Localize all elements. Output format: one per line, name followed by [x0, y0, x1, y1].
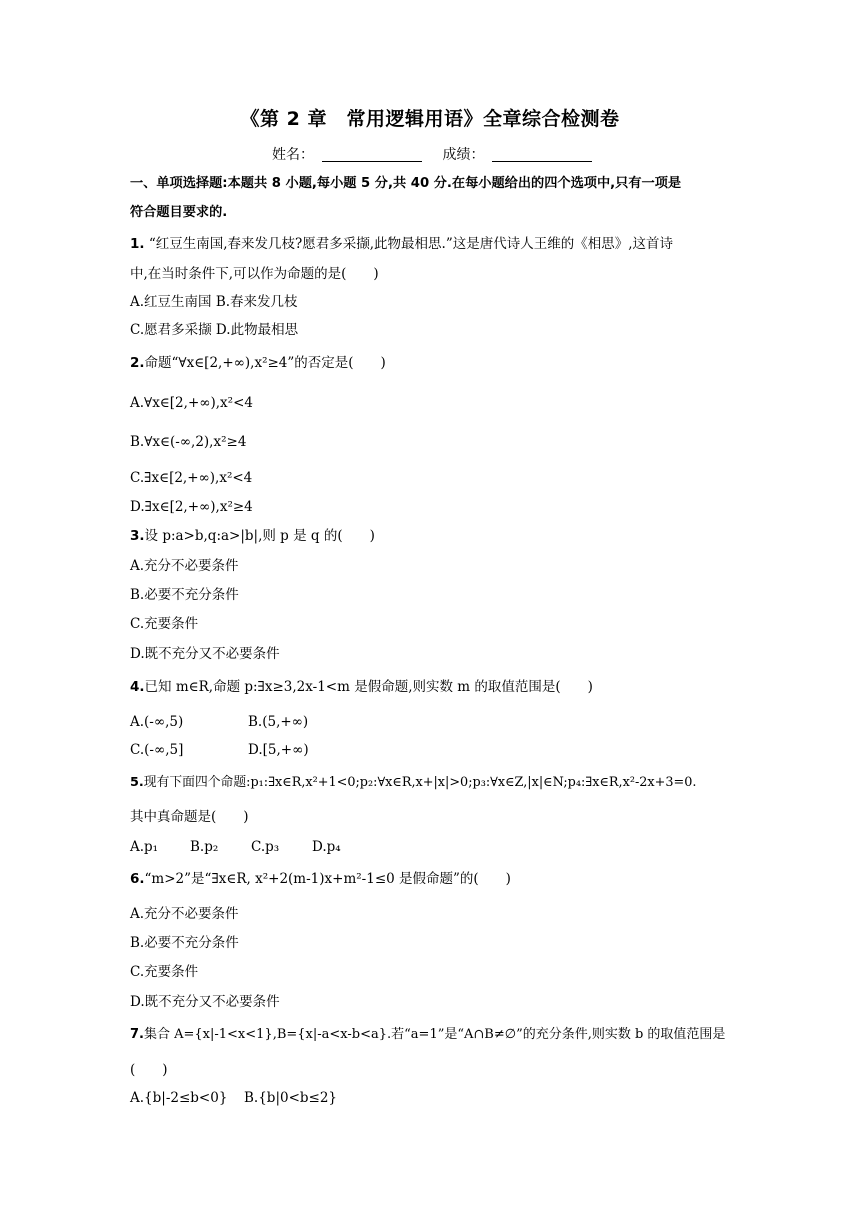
question-4-option-b: B.(5,+∞): [248, 714, 309, 730]
question-6-stem: [130, 871, 511, 887]
question-6-option-d: D.既不充分又不必要条件: [130, 994, 280, 1010]
question-2-option-d: D.∃x∈[2,+∞),x²≥4: [130, 499, 253, 515]
question-number: 1.: [130, 236, 145, 252]
question-number: 7.: [130, 1027, 144, 1042]
question-5-option-c: C.p₃: [251, 839, 280, 855]
question-text: 集合 A={x|-1<x<1},B={x|-a<x-b<a}.若“a=1”是“A∩B≠∅”的充分条件,则实数 b 的取值范围是: [143, 1027, 726, 1042]
question-4-option-d: D.[5,+∞): [248, 742, 309, 758]
question-text: 已知 m∈R,命题 p:∃x≥3,2x-1<m 是假命题,则实数 m 的取值范围是( ): [144, 679, 593, 695]
page-title: 《第 2 章 常用逻辑用语》全章综合检测卷: [240, 108, 620, 130]
question-number: 4.: [130, 679, 145, 695]
question-5-stem: [130, 775, 696, 791]
question-2-option-b: B.∀x∈(-∞,2),x²≥4: [130, 434, 247, 450]
question-1-options-cd: C.愿君多采撷 D.此物最相思: [130, 322, 299, 338]
section-heading-line1: 一、单项选择题:本题共 8 小题,每小题 5 分,共 40 分.在每小题给出的四个选项中,只有一项是: [130, 176, 682, 191]
question-2-option-c: C.∃x∈[2,+∞),x²<4: [130, 470, 253, 486]
question-5-option-a: A.p₁: [130, 839, 159, 855]
name-blank[interactable]: [322, 147, 422, 162]
question-3-option-c: C.充要条件: [130, 616, 199, 632]
question-5-option-d: D.p₄: [312, 839, 341, 855]
score-label: 成绩：: [442, 147, 485, 163]
student-info-row: [272, 144, 600, 164]
question-5-option-b: B.p₂: [190, 839, 219, 855]
question-2-option-a: A.∀x∈[2,+∞),x²<4: [130, 395, 253, 411]
question-6-option-c: C.充要条件: [130, 964, 199, 980]
question-3-option-d: D.既不充分又不必要条件: [130, 646, 280, 662]
question-7-stem2: ( ): [130, 1062, 168, 1078]
question-4-option-c: C.(-∞,5]: [130, 742, 184, 758]
question-1-line1: [130, 236, 673, 252]
question-text: 现有下面四个命题:p₁:∃x∈R,x²+1<0;p₂:∀x∈R,x+|x|>0;p₃:∀x∈Z,|x|∈N;p₄:∃x∈R,x²-2x+3=0.: [143, 775, 697, 790]
question-6-option-b: B.必要不充分条件: [130, 935, 239, 951]
question-7-option-b: B.{b|0<b≤2}: [244, 1090, 338, 1106]
question-1-options-ab: A.红豆生南国 B.春来发几枝: [130, 294, 298, 310]
question-3-option-b: B.必要不充分条件: [130, 587, 239, 603]
question-7-stem: [130, 1027, 725, 1043]
question-4-option-a: A.(-∞,5): [130, 714, 184, 730]
name-label: 姓名：: [272, 147, 314, 163]
question-5-stem2: 其中真命题是( ): [130, 809, 249, 825]
question-1-line2: 中,在当时条件下,可以作为命题的是( ): [130, 266, 379, 282]
question-7-option-a: A.{b|-2≤b<0}: [130, 1090, 228, 1106]
question-text: “m>2”是“∃x∈R, x²+2(m-1)x+m²-1≤0 是假命题”的( ): [144, 871, 511, 887]
question-number: 5.: [130, 775, 144, 790]
question-text: 命题“∀x∈[2,+∞),x²≥4”的否定是( ): [144, 355, 386, 371]
question-number: 2.: [130, 355, 145, 371]
question-4-stem: [130, 679, 593, 695]
section-heading-line2: 符合题目要求的.: [130, 205, 228, 220]
question-3-option-a: A.充分不必要条件: [130, 558, 239, 574]
question-text: “红豆生南国,春来发几枝?愿君多采撷,此物最相思.”这是唐代诗人王维的《相思》,这首诗: [148, 236, 674, 252]
question-number: 6.: [130, 871, 145, 887]
question-text: 设 p:a>b,q:a>|b|,则 p 是 q 的( ): [144, 528, 375, 544]
question-6-option-a: A.充分不必要条件: [130, 906, 239, 922]
question-3-stem: [130, 528, 375, 544]
score-blank[interactable]: [492, 147, 592, 162]
question-2-stem: [130, 355, 386, 371]
question-number: 3.: [130, 528, 145, 544]
